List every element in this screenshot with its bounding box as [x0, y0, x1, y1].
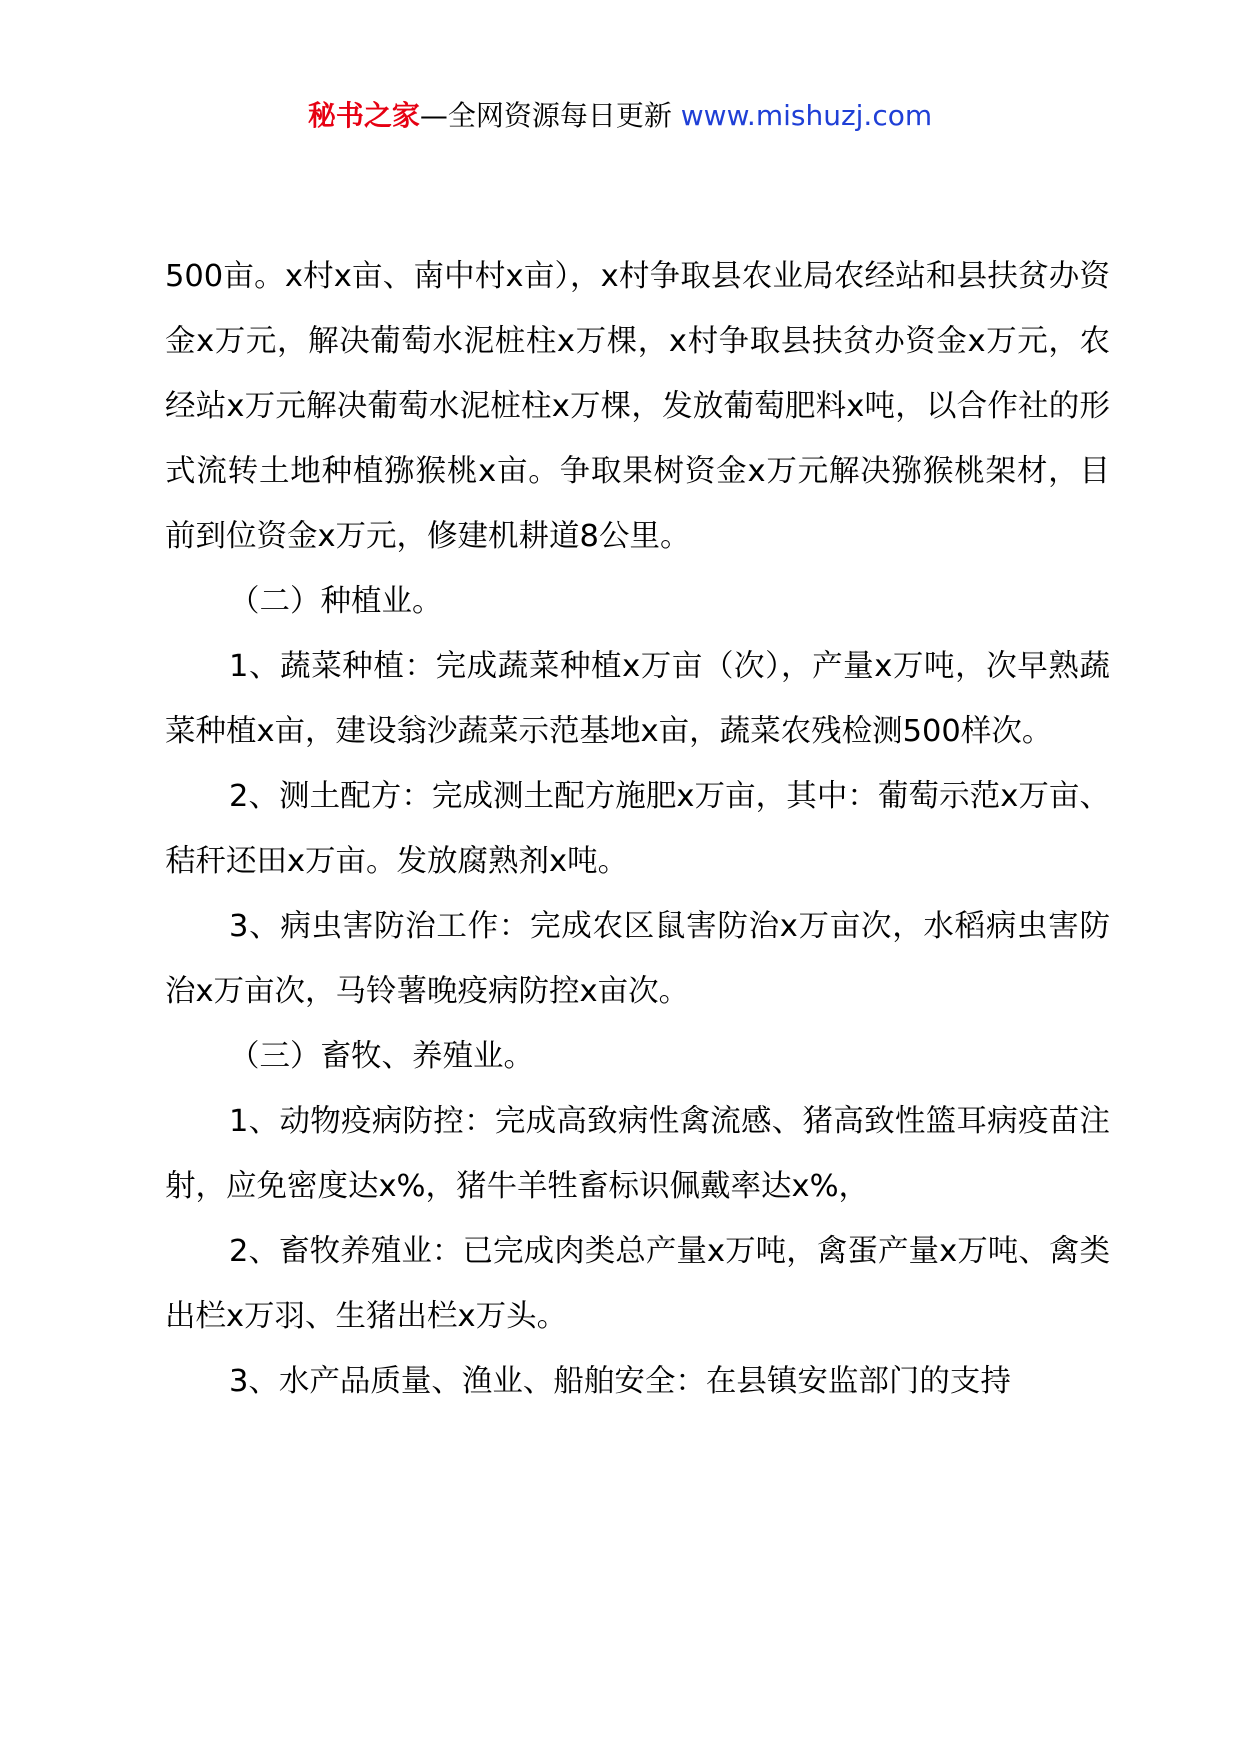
section-heading-planting: （二）种植业。: [229, 584, 443, 619]
site-brand: 秘书之家: [307, 99, 420, 132]
site-slogan: —全网资源每日更新: [419, 99, 681, 132]
paragraph-pest-control: 3、病虫害防治工作：完成农区鼠害防治x万亩次，水稻病虫害防治x万亩次，马铃薯晚疫病防控x亩次。: [165, 909, 1110, 1009]
paragraph-continuation: 500亩。x村x亩、南中村x亩），x村争取县农业局农经站和县扶贫办资金x万元，解决葡萄水泥桩柱x万棵，x村争取县扶贫办资金x万元，农经站x万元解决葡萄水泥桩柱x万棵，发放葡萄肥料x吨，以合作社的形式流转土地种植猕猴桃x亩。争取果树资金x万元解决猕猴桃架材，目前到位资金x万元，修建机耕道8公里。: [165, 259, 1110, 554]
page-header: [0, 96, 1240, 136]
site-url-link[interactable]: www.mishuzj.com: [680, 99, 933, 132]
paragraph-soil-testing: 2、测土配方：完成测土配方施肥x万亩，其中：葡萄示范x万亩、秸秆还田x万亩。发放腐熟剂x吨。: [165, 779, 1110, 879]
document-body: [165, 244, 1110, 1414]
paragraph-aquatic-safety: 3、水产品质量、渔业、船舶安全：在县镇安监部门的支持: [229, 1364, 1011, 1399]
paragraph-livestock-breeding: 2、畜牧养殖业：已完成肉类总产量x万吨，禽蛋产量x万吨、禽类出栏x万羽、生猪出栏x万头。: [165, 1234, 1110, 1334]
paragraph-epidemic-prevention: 1、动物疫病防控：完成高致病性禽流感、猪高致性篮耳病疫苗注射，应免密度达x%，猪牛羊牲畜标识佩戴率达x%，: [165, 1104, 1110, 1204]
section-heading-livestock: （三）畜牧、养殖业。: [229, 1039, 534, 1074]
paragraph-vegetable-planting: 1、蔬菜种植：完成蔬菜种植x万亩（次），产量x万吨，次早熟蔬菜种植x亩，建设翁沙蔬菜示范基地x亩，蔬菜农残检测500样次。: [165, 649, 1110, 749]
